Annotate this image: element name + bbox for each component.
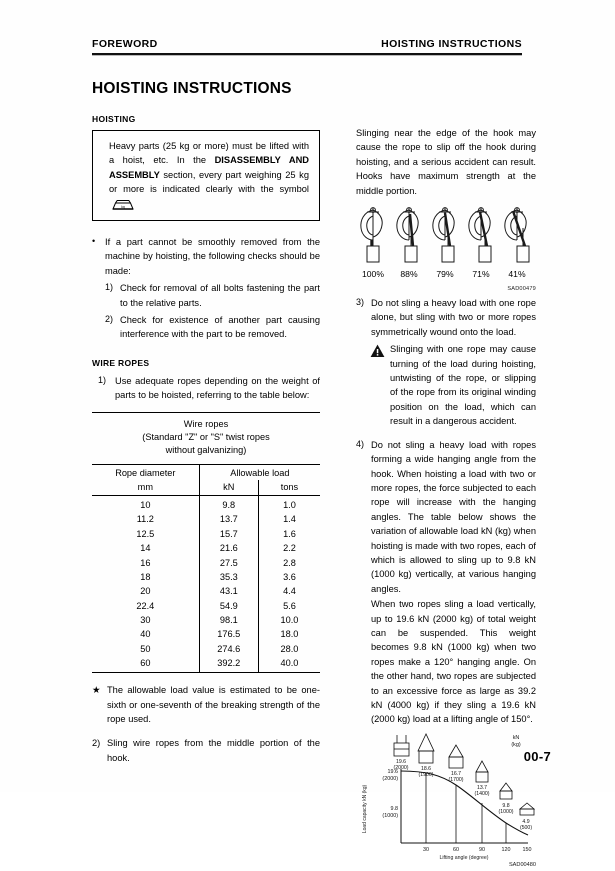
cell-mm: 10	[140, 500, 151, 511]
cell-kn: 35.3	[199, 570, 258, 584]
svg-text:kg: kg	[121, 204, 125, 209]
warning-triangle-icon	[370, 342, 390, 428]
hook-diagram-2	[392, 206, 426, 279]
hook-icon	[392, 206, 426, 268]
cell-mm: 40	[140, 629, 151, 640]
chart-svg	[356, 731, 536, 871]
item-4-text	[371, 438, 536, 727]
cell-mm: 16	[140, 557, 151, 568]
svg-text:Lifting angle (degree): Lifting angle (degree)	[439, 854, 489, 861]
svg-text:13.7: 13.7	[476, 784, 488, 791]
hoist-weight-symbol-icon	[112, 199, 134, 209]
bullet-marker: •	[92, 236, 96, 247]
item-4-row	[356, 438, 536, 727]
header-left: FOREWORD	[92, 38, 158, 50]
item-4-marker: 4)	[356, 438, 365, 449]
hook-intro-text: Slinging near the edge of the hook may cause the rope to slip off the hook during hoisting, and a serious accident can result. Hooks have maximum strength at the middle portion.	[356, 128, 536, 196]
notice-part1: Heavy parts (25 kg or more) must be lifted with a hoist, etc. In the	[109, 141, 309, 166]
svg-text:(1900): (1900)	[418, 771, 434, 778]
item-3-marker: 3)	[356, 297, 365, 308]
svg-text:(1400): (1400)	[474, 790, 490, 797]
svg-text:(500): (500)	[519, 824, 533, 831]
header-rope-diameter: Rope diameter	[92, 464, 199, 480]
table-row	[92, 613, 320, 627]
table-row	[92, 512, 320, 526]
header-allowable-load: Allowable load	[199, 464, 320, 480]
cell-kn: 176.5	[199, 627, 258, 641]
cell-tons: 4.4	[258, 584, 320, 598]
table-row	[92, 627, 320, 641]
cell-tons: 1.0	[258, 496, 320, 513]
cell-kn: 9.8	[199, 496, 258, 513]
item-3-text: Do not sling a heavy load with one rope alone, but sling with two or more ropes symmetrically wound onto the load.	[371, 298, 536, 337]
table-row	[92, 642, 320, 656]
table-caption-line1: Wire ropes	[183, 418, 229, 429]
svg-text:120: 120	[501, 846, 511, 853]
notice-bold: DISASSEMBLY AND ASSEMBLY	[109, 155, 310, 180]
cell-tons: 10.0	[258, 613, 320, 627]
cell-tons: 2.2	[258, 541, 320, 555]
svg-text:4.9: 4.9	[522, 818, 530, 825]
svg-text:30: 30	[423, 846, 429, 853]
table-row	[92, 496, 320, 513]
table-row	[92, 555, 320, 569]
cell-mm: 20	[140, 586, 151, 597]
wire-item-2-marker: 2)	[92, 738, 101, 749]
header-unit-tons: tons	[258, 480, 320, 496]
table-row	[92, 584, 320, 598]
chart-figure-id: SAD00480	[508, 861, 536, 868]
cell-tons: 28.0	[258, 642, 320, 656]
notice-box	[92, 130, 320, 221]
check-item-1-text: Check for removal of all bolts fastening the part to the relative parts.	[120, 283, 320, 308]
item-4-paragraph-2: When two ropes sling a load vertically, up to 19.6 kN (2000 kg) of total weight can be suspended. This weight becomes 9.8 kN (1000 kg) when two ropes make a 120° hanging angle. On the other hand, two ropes are subjected to an excessive force as large as 39.2 kN (4000 kg) if they sling a 19.6 kN (2000 kg) load at a lifting angle of 150°.	[371, 599, 536, 725]
check-item-1-marker: 1)	[105, 282, 114, 293]
section-heading-hoisting: HOISTING	[92, 114, 136, 124]
notice-part2: section, every part weighing 25 kg or more is indicated clearly with the symbol	[109, 169, 309, 195]
cell-mm: 30	[140, 615, 151, 626]
check-item-2	[92, 313, 320, 342]
table-caption-line2: (Standard "Z" or "S" twist ropes	[142, 432, 270, 443]
cell-kn: 98.1	[199, 613, 258, 627]
table-body	[92, 496, 320, 673]
table-row	[92, 599, 320, 613]
page-title: HOISTING INSTRUCTIONS	[92, 80, 292, 97]
item-3-warning-text: Slinging with one rope may cause turning of the load during hoisting, untwisting of the rope, or slipping of the rope from its original winding position on the load, which can result in a dangerous accident.	[390, 344, 536, 427]
header-unit-kn: kN	[199, 480, 258, 496]
table-row	[92, 570, 320, 584]
hook-percent-3: 79%	[436, 269, 454, 280]
table-caption	[92, 413, 320, 464]
svg-text:150: 150	[522, 846, 532, 853]
hook-diagram-4	[464, 206, 498, 279]
hoisting-checks-block	[92, 235, 320, 342]
cell-kn: 13.7	[199, 512, 258, 526]
cell-mm: 12.5	[136, 528, 155, 539]
instruction-item-3	[356, 296, 536, 339]
svg-text:Load capacity kN (kg): Load capacity kN (kg)	[362, 784, 368, 833]
svg-text:18.6: 18.6	[420, 765, 432, 772]
bullet-text: If a part cannot be smoothly removed from the machine by hoisting, the following checks should be made:	[105, 237, 320, 276]
hook-percent-5: 41%	[508, 269, 526, 280]
svg-text:9.8: 9.8	[502, 802, 510, 809]
hook-percent-2: 88%	[400, 269, 418, 280]
wire-item-2-text: Sling wire ropes from the middle portion of the hook.	[107, 738, 320, 763]
svg-text:60: 60	[453, 846, 459, 853]
star-note-marker: ★	[92, 685, 101, 696]
svg-text:(2000): (2000)	[393, 764, 409, 771]
svg-text:(1700): (1700)	[448, 776, 464, 783]
header-unit-mm: mm	[137, 482, 153, 493]
hook-diagram-1	[356, 206, 390, 279]
bullet-item	[92, 235, 320, 278]
cell-tons: 2.8	[258, 555, 320, 569]
hook-icon	[500, 206, 534, 268]
table-header-group-row	[92, 464, 320, 480]
cell-tons: 1.6	[258, 527, 320, 541]
cell-kn: 43.1	[199, 584, 258, 598]
svg-text:(kg): (kg)	[511, 741, 521, 748]
hook-percent-4: 71%	[472, 269, 490, 280]
cell-mm: 14	[140, 543, 151, 554]
svg-text:9.8: 9.8	[390, 805, 398, 812]
hook-diagram-5	[500, 206, 534, 279]
load-capacity-chart	[356, 731, 536, 871]
cell-mm: 11.2	[136, 514, 154, 525]
wire-item-1-row	[92, 374, 320, 403]
svg-text:(2000): (2000)	[382, 775, 398, 782]
table-caption-line3: without galvanizing)	[165, 445, 247, 456]
item-4-paragraph-1: Do not sling a heavy load with ropes forming a wide hanging angle from the hook. When hoisting a load with two or more ropes, the force subjected to each rope will increase with the hanging angles. The table below shows the variation of allowable load kN (kg) when hoisting is made with two ropes, each of which is allowed to sling up to 9.8 kN (1000 kg) vertically, at various hanging angles.	[371, 439, 536, 594]
cell-kn: 392.2	[199, 656, 258, 672]
star-note	[92, 683, 320, 726]
left-column	[92, 114, 320, 765]
check-item-1	[92, 281, 320, 310]
wire-rope-item-2	[92, 736, 320, 765]
item-3-row	[356, 296, 536, 339]
cell-kn: 54.9	[199, 599, 258, 613]
cell-tons: 5.6	[258, 599, 320, 613]
check-item-2-marker: 2)	[105, 314, 114, 325]
hook-icon	[356, 206, 390, 268]
table-bottom-rule	[92, 672, 320, 673]
wire-rope-item-1	[92, 374, 320, 403]
cell-mm: 22.4	[136, 600, 155, 611]
table-head	[92, 464, 320, 495]
table-row	[92, 527, 320, 541]
svg-text:(1000): (1000)	[382, 812, 398, 819]
cell-mm: 60	[140, 658, 151, 669]
section-heading-wire-ropes: WIRE ROPES	[92, 357, 150, 368]
item-3-warning	[356, 342, 536, 428]
right-column	[356, 126, 536, 871]
hooks-figure-id: SAD00479	[507, 286, 536, 293]
svg-text:19.6: 19.6	[395, 758, 407, 765]
svg-text:90: 90	[479, 846, 485, 853]
hook-icon	[464, 206, 498, 268]
check-item-2-text: Check for existence of another part causing interference with the part to be removed.	[120, 315, 320, 340]
cell-kn: 27.5	[199, 555, 258, 569]
cell-mm: 50	[140, 643, 151, 654]
notice-text	[109, 139, 309, 211]
cell-kn: 21.6	[199, 541, 258, 555]
star-note-text: The allowable load value is estimated to be one-sixth or one-seventh of the breaking strength of the rope used.	[107, 685, 320, 725]
table-header-unit-row	[92, 480, 320, 496]
svg-text:19.6: 19.6	[387, 768, 398, 775]
wire-item-1-text: Use adequate ropes depending on the weight of parts to be hoisted, referring to the table below:	[115, 375, 320, 401]
svg-text:kN: kN	[512, 734, 520, 741]
hook-percent-1: 100%	[362, 269, 384, 280]
svg-text:(1000): (1000)	[498, 808, 514, 815]
cell-tons: 40.0	[258, 656, 320, 672]
instruction-item-4	[356, 438, 536, 727]
cell-mm: 18	[140, 571, 151, 582]
header-right: HOISTING INSTRUCTIONS	[381, 38, 522, 50]
page-number: 00-7	[523, 749, 551, 764]
cell-kn: 15.7	[199, 527, 258, 541]
running-header	[92, 38, 522, 50]
cell-tons: 3.6	[258, 570, 320, 584]
wire-item-1-marker: 1)	[98, 374, 107, 385]
hook-diagram-3	[428, 206, 462, 279]
hook-icon	[428, 206, 462, 268]
cell-tons: 1.4	[258, 512, 320, 526]
table-row	[92, 656, 320, 672]
wire-rope-table-wrapper	[92, 412, 320, 674]
cell-tons: 18.0	[258, 627, 320, 641]
header-rule	[92, 53, 522, 55]
svg-text:16.7: 16.7	[450, 770, 462, 777]
table-row	[92, 541, 320, 555]
hook-strength-figure	[356, 206, 536, 286]
wire-rope-table	[92, 464, 320, 673]
cell-kn: 274.6	[199, 642, 258, 656]
